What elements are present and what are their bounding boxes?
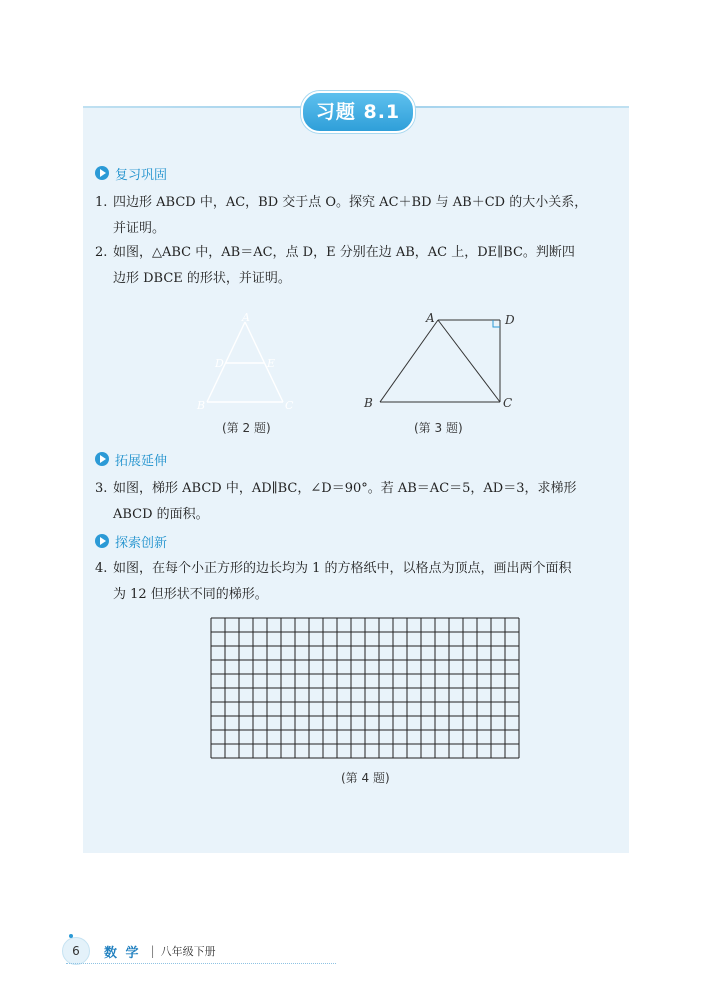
problem-text-cont: ABCD 的面积。 (113, 507, 209, 522)
fig2-label-d: D (215, 357, 224, 370)
fig3-label-a: A (426, 311, 435, 325)
problem-number: 4. (95, 561, 108, 576)
problem-1 (95, 190, 620, 242)
problem-4 (95, 556, 620, 608)
fig2-side-ab (207, 322, 245, 402)
problem-number: 1. (95, 195, 108, 210)
footer-grade: 八年级下册 (160, 945, 216, 958)
fig3-side-ab (380, 320, 438, 402)
problem-text-cont: 并证明。 (113, 221, 166, 236)
fig2-label-e: E (267, 357, 276, 370)
footer-divider-icon: | (150, 944, 155, 958)
problem-text-cont: 边形 DBCE 的形状，并证明。 (113, 271, 291, 286)
dot-icon (69, 934, 73, 938)
fig3-label-b: B (364, 396, 373, 410)
problem-number: 3. (95, 481, 108, 496)
figure-3 (360, 308, 520, 412)
problem-text: 如图，△ABC 中，AB＝AC，点 D，E 分别在边 AB，AC 上，DE∥BC。判断四 (113, 245, 575, 260)
fig2-label-a: A (242, 312, 250, 324)
right-angle-mark (493, 320, 500, 327)
section-review (95, 163, 167, 183)
footer-subject: 数 学 (104, 945, 141, 961)
problem-text: 如图，梯形 ABCD 中，AD∥BC，∠D＝90°。若 AB＝AC＝5，AD＝3，求梯形 (113, 481, 577, 496)
exercise-title-badge: 习题 8.1 (301, 91, 415, 133)
figure-2-caption: (第 2 题) (222, 421, 271, 435)
problem-2 (95, 240, 620, 292)
page-number-badge (62, 937, 90, 965)
fig2-side-ac (245, 322, 283, 402)
fig2-label-b: B (197, 399, 206, 412)
figure-2 (195, 312, 295, 414)
figure-3-caption: (第 3 题) (414, 421, 463, 435)
fig3-label-d: D (505, 313, 515, 327)
play-icon (95, 166, 109, 180)
section-extend (95, 449, 167, 469)
fig2-label-c: C (285, 399, 294, 412)
section-extend-label: 拓展延伸 (115, 453, 168, 469)
figure-4-grid (210, 617, 520, 759)
footer-dotted-rule (66, 963, 336, 964)
fig3-label-c: C (503, 396, 513, 410)
section-explore-label: 探索创新 (115, 535, 168, 551)
problem-text: 如图，在每个小正方形的边长均为 1 的方格纸中，以格点为顶点，画出两个面积 (113, 561, 572, 576)
play-icon (95, 452, 109, 466)
section-review-label: 复习巩固 (115, 167, 168, 183)
problem-text-cont: 为 12 但形状不同的梯形。 (113, 587, 268, 602)
figure-4-caption: (第 4 题) (341, 771, 390, 785)
section-explore (95, 531, 167, 551)
page-number: 6 (72, 944, 80, 958)
problem-number: 2. (95, 245, 108, 260)
fig3-diagonal-ac (438, 320, 500, 402)
problem-text: 四边形 ABCD 中，AC，BD 交于点 O。探究 AC＋BD 与 AB＋CD 的大小关系， (113, 195, 588, 210)
play-icon (95, 534, 109, 548)
problem-3 (95, 476, 620, 528)
